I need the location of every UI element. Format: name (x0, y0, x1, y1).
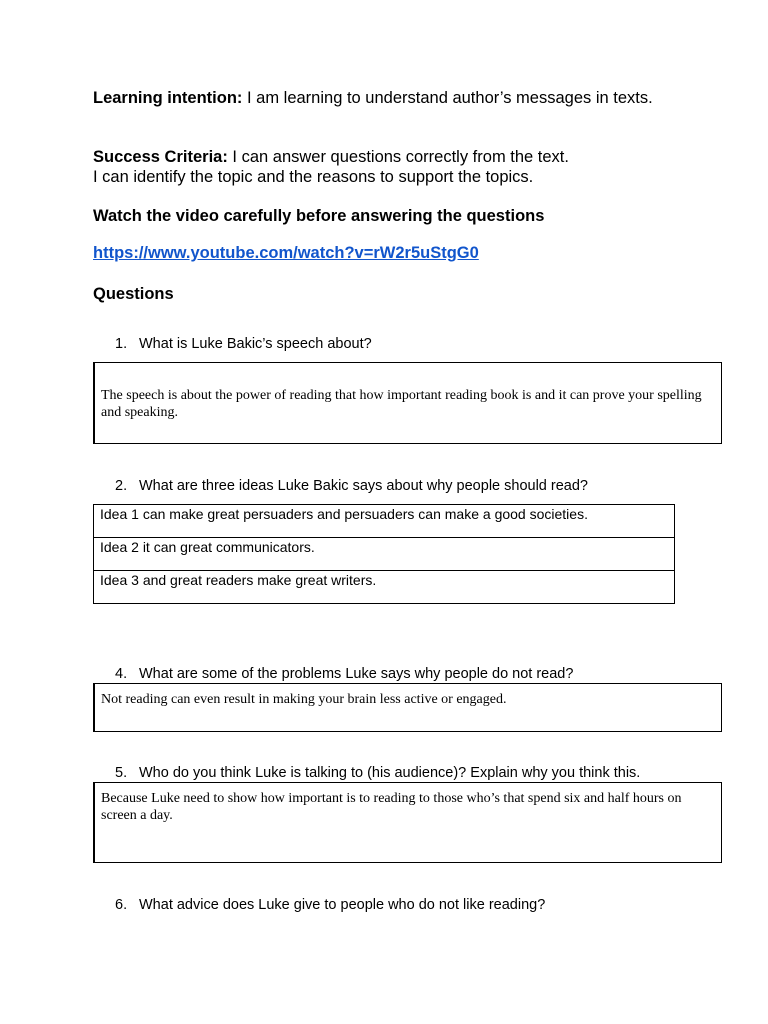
question-text: What is Luke Bakic’s speech about? (139, 336, 372, 352)
question-4 (115, 665, 573, 683)
question-2 (115, 477, 588, 495)
answer-box-1[interactable] (93, 362, 722, 444)
learning-intention-label: Learning intention: (93, 89, 243, 107)
table-row (94, 571, 675, 604)
question-text: Who do you think Luke is talking to (his audience)? Explain why you think this. (139, 765, 641, 781)
success-criteria-label: Success Criteria: (93, 148, 228, 166)
answer-box-5[interactable] (93, 782, 722, 863)
idea-cell-2[interactable]: Idea 2 it can great communicators. (94, 538, 675, 571)
question-number: 6. (115, 897, 128, 913)
learning-intention (93, 88, 713, 108)
success-criteria (93, 147, 713, 187)
question-text: What advice does Luke give to people who do not like reading? (139, 897, 546, 913)
question-number: 1. (115, 336, 128, 352)
question-number: 2. (115, 478, 128, 494)
question-text: What are some of the problems Luke says why people do not read? (139, 666, 574, 682)
ideas-table (93, 504, 675, 604)
question-number: 5. (115, 765, 128, 781)
table-row (94, 538, 675, 571)
instruction-text: Watch the video carefully before answering the questions (93, 207, 545, 225)
success-criteria-line2: I can identify the topic and the reasons to support the topics. (93, 168, 534, 186)
question-5 (115, 764, 640, 782)
question-6 (115, 896, 545, 914)
answer-text: Because Luke need to show how important is to reading to those who’s that spend six and half hours on screen a day. (101, 791, 682, 823)
idea-cell-3[interactable]: Idea 3 and great readers make great writers. (94, 571, 675, 604)
answer-text: Not reading can even result in making your brain less active or engaged. (101, 692, 507, 707)
question-number: 4. (115, 666, 128, 682)
answer-text: The speech is about the power of reading that how important reading book is and it can prove your spelling and speaking. (101, 388, 702, 420)
question-1 (115, 335, 372, 353)
answer-box-4[interactable] (93, 683, 722, 732)
table-row (94, 505, 675, 538)
question-text: What are three ideas Luke Bakic says about why people should read? (139, 478, 588, 494)
learning-intention-text: I am learning to understand author’s messages in texts. (242, 89, 653, 107)
video-link[interactable]: https://www.youtube.com/watch?v=rW2r5uStgG0 (93, 244, 479, 262)
questions-heading: Questions (93, 285, 174, 303)
idea-cell-1[interactable]: Idea 1 can make great persuaders and persuaders can make a good societies. (94, 505, 675, 538)
success-criteria-line1: I can answer questions correctly from the text. (227, 148, 569, 166)
